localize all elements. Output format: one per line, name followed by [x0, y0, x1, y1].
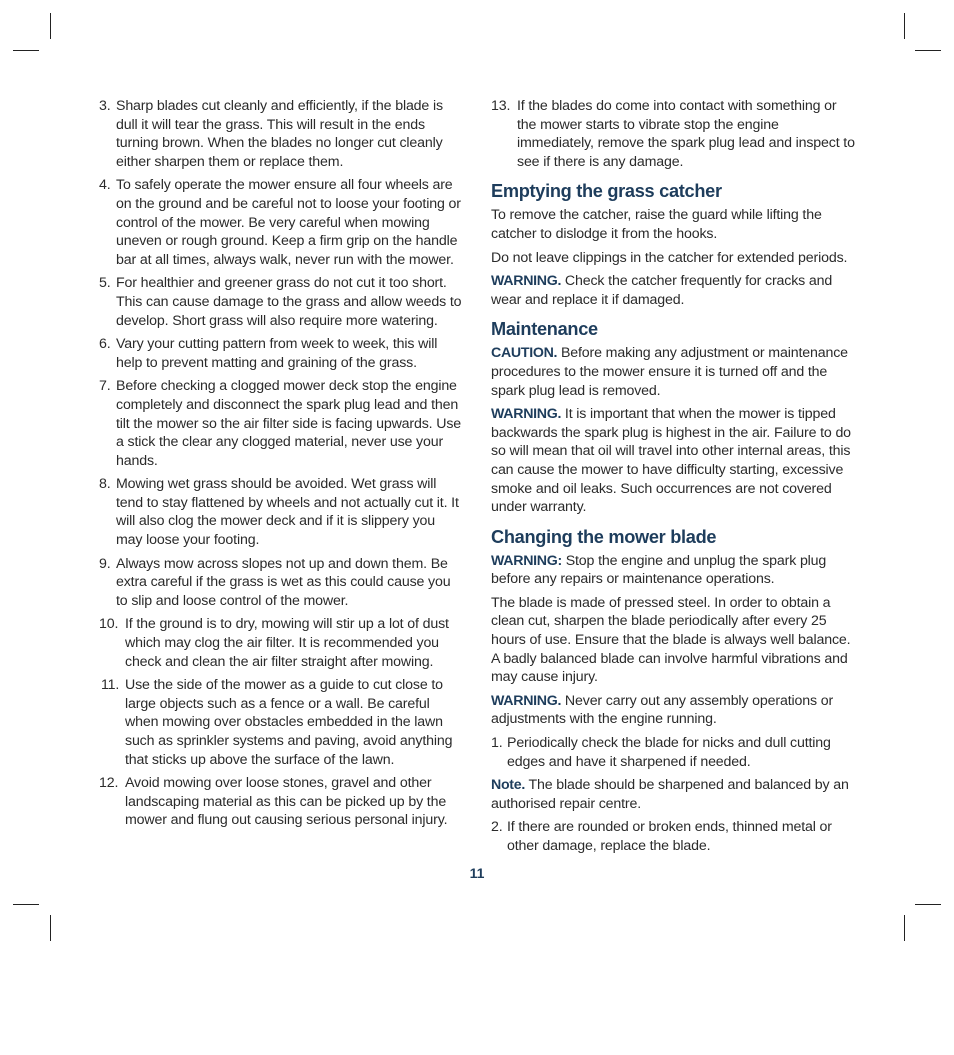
- warning-paragraph: [491, 405, 856, 517]
- left-column: [99, 97, 464, 835]
- caution-paragraph: [491, 344, 856, 400]
- note-label: Note.: [491, 777, 525, 794]
- list-item: [99, 377, 464, 470]
- item-number: 4.: [99, 177, 111, 194]
- note-paragraph: [491, 776, 856, 813]
- list-item: [99, 774, 464, 830]
- list-item: [491, 818, 856, 855]
- warning-text: It is important that when the mower is tipped backwards the spark plug is highest in the air. Failure to do so will mean that oil will travel into other internal areas, this can cause the mower to have difficulty starting, excessive smoke and oil leaks. Such occurrences are not covered under warranty.: [491, 406, 851, 516]
- section-heading-maintenance: Maintenance: [491, 319, 598, 340]
- item-text: If there are rounded or broken ends, thinned metal or other damage, replace the blade.: [507, 819, 832, 854]
- warning-label: WARNING.: [491, 273, 562, 290]
- item-number: 2.: [491, 819, 503, 836]
- warning-text: Check the catcher frequently for cracks and wear and replace it if damaged.: [491, 273, 833, 308]
- item-text: Always mow across slopes not up and down them. Be extra careful if the grass is wet as this could cause you to slip and loose control of the mower.: [116, 555, 451, 609]
- item-text: Mowing wet grass should be avoided. Wet grass will tend to stay flattened by wheels and not actually cut it. It will also clog the mower deck and if it is slippery you may loose your footing.: [116, 476, 459, 549]
- list-item: [491, 734, 856, 771]
- item-text: Periodically check the blade for nicks and dull cutting edges and have it sharpened if needed.: [507, 735, 831, 770]
- crop-mark: [915, 904, 941, 905]
- warning-label: WARNING:: [491, 552, 562, 569]
- item-text: Sharp blades cut cleanly and efficiently, if the blade is dull it will tear the grass. This will result in the ends turning brown. When the blades no longer cut cleanly either sharpen them or replace them.: [116, 98, 443, 170]
- list-item: [99, 615, 464, 671]
- page-number: 11: [469, 865, 485, 881]
- item-text: Before checking a clogged mower deck stop the engine completely and disconnect the spark plug lead and then tilt the mower so the air filter side is facing upwards. Use a stick the clear any clogged material, never use your hands.: [116, 378, 462, 469]
- item-number: 3.: [99, 98, 111, 114]
- item-number: 10.: [99, 616, 119, 633]
- right-column: [491, 97, 856, 861]
- item-text: If the ground is to dry, mowing will stir up a lot of dust which may clog the air filter. It is recommended you check and clean the air filter straight after mowing.: [125, 616, 449, 670]
- crop-mark: [904, 915, 905, 941]
- warning-text: Stop the engine and unplug the spark plug before any repairs or maintenance operations.: [491, 552, 827, 588]
- caution-label: CAUTION.: [491, 345, 558, 362]
- section-heading-emptying: Emptying the grass catcher: [491, 181, 722, 202]
- paragraph: The blade is made of pressed steel. In order to obtain a clean cut, sharpen the blade periodically after every 25 hours of use. Ensure that the blade is always well balance. A badly balanced blade can involve harmful vibrations and may cause injury.: [491, 594, 851, 686]
- caution-text: Before making any adjustment or maintenance procedures to the mower ensure it is turned off and the spark plug lead is removed.: [491, 345, 848, 399]
- item-number: 5.: [99, 275, 111, 292]
- list-item: [99, 335, 464, 372]
- crop-mark: [13, 50, 39, 51]
- list-item: [99, 274, 464, 330]
- list-item: [99, 97, 464, 171]
- warning-paragraph: [491, 272, 856, 309]
- list-item: [99, 475, 464, 549]
- note-text: The blade should be sharpened and balanced by an authorised repair centre.: [491, 777, 849, 812]
- section-heading-blade: Changing the mower blade: [491, 526, 717, 547]
- item-text: If the blades do come into contact with something or the mower starts to vibrate stop the engine immediately, remove the spark plug lead and inspect to see if there is any damage.: [517, 98, 855, 170]
- crop-mark: [50, 915, 51, 941]
- item-number: 9.: [99, 555, 111, 572]
- item-number: 13.: [491, 98, 511, 114]
- crop-mark: [904, 13, 905, 39]
- paragraph: To remove the catcher, raise the guard while lifting the catcher to dislodge it from the hooks.: [491, 207, 822, 242]
- item-number: 7.: [99, 378, 111, 395]
- list-item: [491, 97, 856, 171]
- item-number: 1.: [491, 735, 503, 752]
- warning-label: WARNING.: [491, 406, 562, 423]
- warning-paragraph: [491, 692, 856, 729]
- item-text: For healthier and greener grass do not cut it too short. This can cause damage to the grass and allow weeds to develop. Short grass will also require more watering.: [116, 275, 462, 329]
- item-text: Vary your cutting pattern from week to week, this will help to prevent matting and graining of the grass.: [116, 336, 438, 371]
- item-text: Use the side of the mower as a guide to cut close to large objects such as a fence or a wall. Be careful when mowing over obstacles embedded in the lawn such as sprinkler systems and paving, avoid anything that sticks up above the surface of the lawn.: [125, 677, 453, 768]
- item-number: 11.: [101, 677, 120, 694]
- warning-text: Never carry out any assembly operations or adjustments with the engine running.: [491, 692, 834, 728]
- warning-paragraph: [491, 552, 856, 589]
- list-item: [99, 555, 464, 611]
- item-number: 12.: [99, 775, 119, 792]
- list-item: [99, 676, 464, 769]
- crop-mark: [13, 904, 39, 905]
- paragraph: Do not leave clippings in the catcher for extended periods.: [491, 249, 848, 266]
- crop-mark: [915, 50, 941, 51]
- item-number: 6.: [99, 336, 111, 353]
- warning-label: WARNING.: [491, 692, 562, 709]
- crop-mark: [50, 13, 51, 39]
- item-text: Avoid mowing over loose stones, gravel and other landscaping material as this can be picked up by the mower and flung out causing serious personal injury.: [125, 775, 448, 829]
- item-number: 8.: [99, 476, 111, 493]
- item-text: To safely operate the mower ensure all four wheels are on the ground and be careful not to loose your footing or control of the mower. Be very careful when mowing uneven or rough ground. Keep a firm grip on the handle bar at all times, always walk, never run with the mower.: [116, 177, 461, 268]
- list-item: [99, 176, 464, 269]
